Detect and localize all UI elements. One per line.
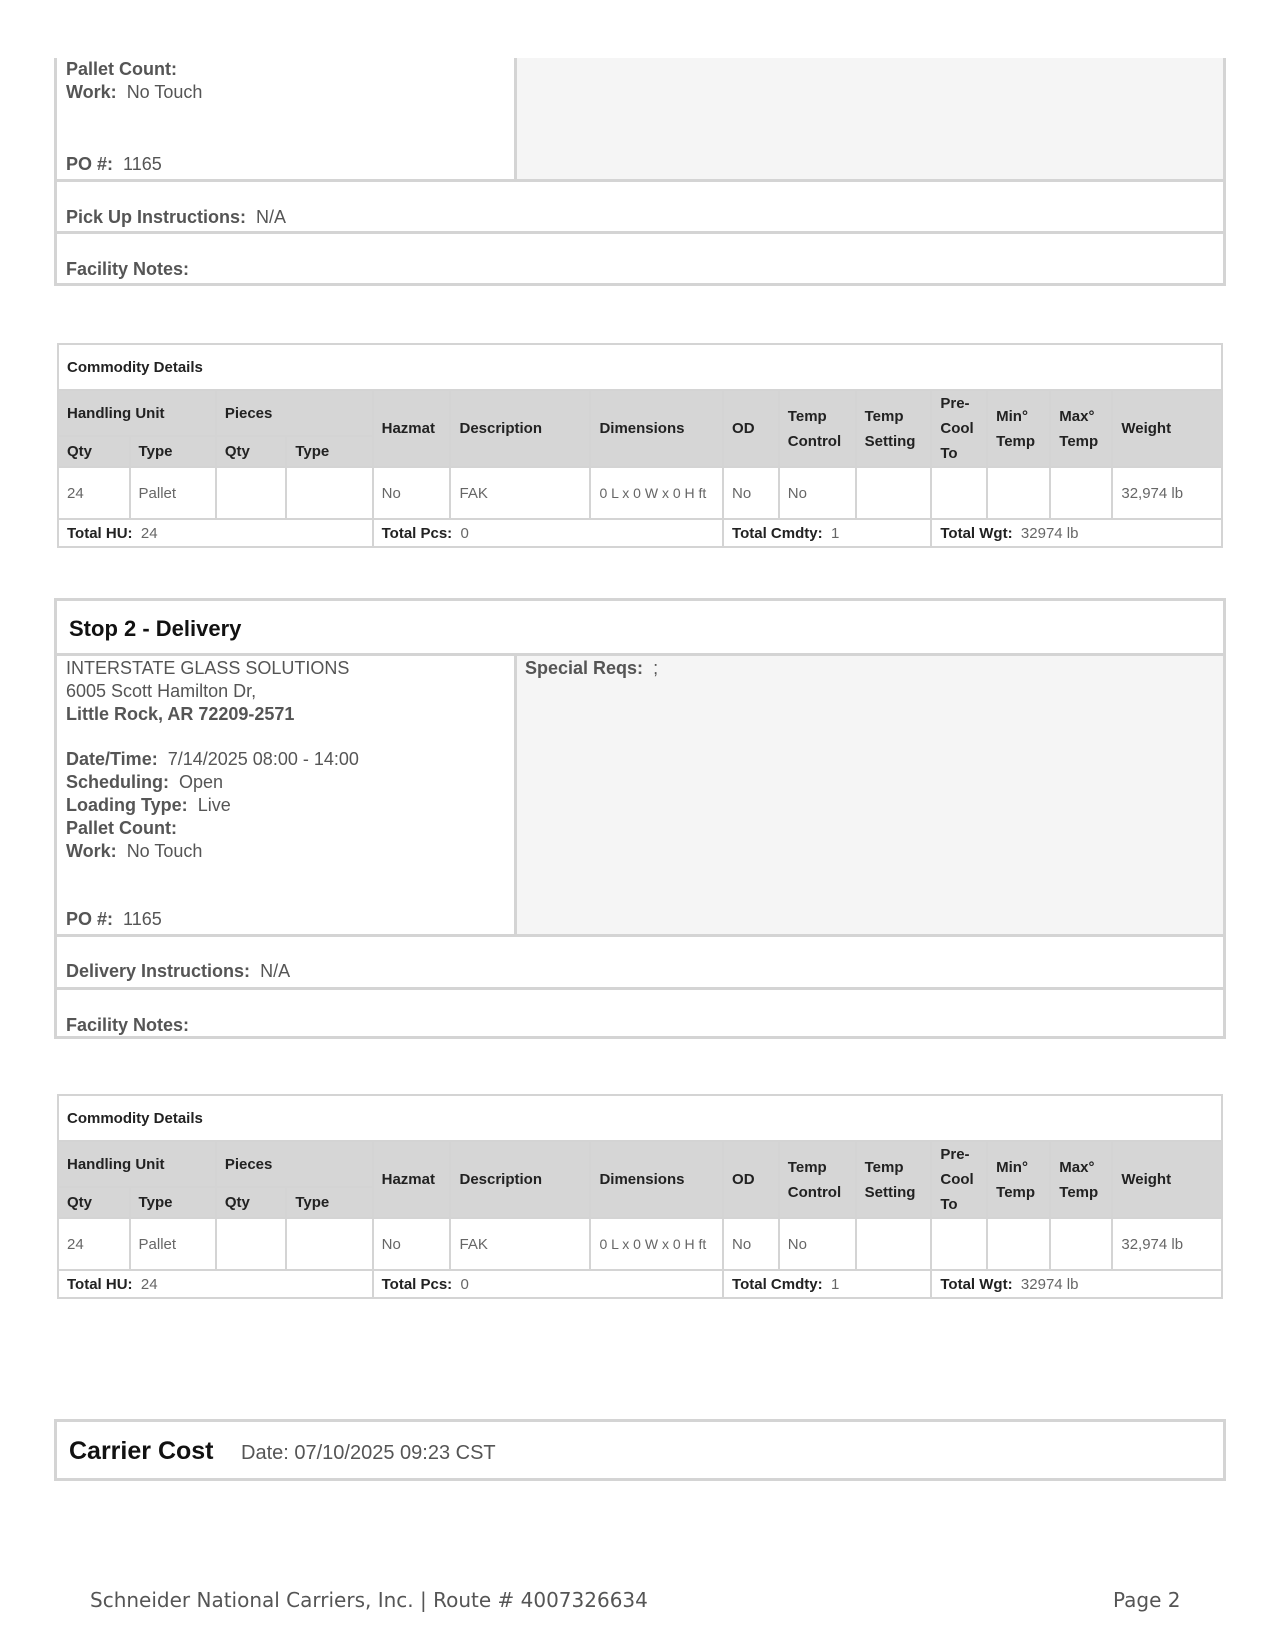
facility-notes-label: Facility Notes:	[66, 259, 190, 279]
stop2-work-value: No Touch	[126, 841, 203, 861]
scheduling-value: Open	[179, 772, 224, 792]
total-cmdty-value: 1	[830, 1275, 840, 1293]
scheduling-label: Scheduling:	[66, 772, 169, 792]
header-temp-setting: Temp Setting	[856, 390, 932, 467]
header-dimensions: Dimensions	[590, 390, 723, 467]
special-reqs-value: ;	[653, 658, 659, 678]
header-pc-qty: Qty	[216, 1187, 287, 1218]
header-description: Description	[450, 1141, 590, 1218]
header-pieces: Pieces	[216, 390, 373, 436]
header-pieces: Pieces	[216, 1141, 373, 1187]
total-pcs-label: Total Pcs:	[381, 1275, 453, 1293]
commodity-table-2	[57, 1094, 1223, 1299]
header-temp-setting: Temp Setting	[856, 1141, 932, 1218]
total-hu-value: 24	[140, 524, 158, 542]
stop2-po-value: 1165	[123, 909, 162, 929]
totals-row	[58, 519, 1222, 547]
header-hazmat: Hazmat	[373, 390, 451, 467]
cell-pc-qty	[216, 1218, 287, 1270]
special-reqs-label: Special Reqs:	[525, 658, 644, 678]
cell-temp-control: No	[779, 467, 856, 519]
cell-od: No	[723, 467, 779, 519]
footer-route: Schneider National Carriers, Inc. | Route # 4007326634	[90, 1588, 648, 1612]
cell-hu-qty: 24	[58, 1218, 130, 1270]
cell-hu-qty: 24	[58, 467, 130, 519]
po-label: PO #:	[66, 154, 114, 174]
header-pc-type: Type	[286, 436, 372, 467]
cell-weight: 32,974 lb	[1112, 1218, 1222, 1270]
carrier-cost-title: Carrier Cost	[69, 1437, 214, 1465]
stop2-city-state-zip: Little Rock, AR 72209-2571	[66, 704, 295, 724]
total-pcs-value: 0	[460, 524, 469, 542]
facility-notes-row	[57, 231, 1223, 286]
cell-description: FAK	[450, 1218, 590, 1270]
cell-max-temp	[1050, 467, 1112, 519]
total-wgt-label: Total Wgt:	[940, 524, 1013, 542]
cell-description: FAK	[450, 467, 590, 519]
stop2-street: 6005 Scott Hamilton Dr,	[66, 681, 257, 701]
total-hu-value: 24	[140, 1275, 158, 1293]
stop2-facility-notes-row	[57, 987, 1223, 1042]
pickup-instructions-value: N/A	[256, 207, 287, 227]
table-row	[58, 467, 1222, 519]
header-hu-type: Type	[130, 1187, 216, 1218]
total-wgt-value: 32974 lb	[1020, 1275, 1079, 1293]
pallet-count-label: Pallet Count:	[66, 59, 177, 79]
loading-type-label: Loading Type:	[66, 795, 188, 815]
totals-row	[58, 1270, 1222, 1298]
stop2-facility-notes-label: Facility Notes:	[66, 1015, 190, 1035]
cell-pre-cool	[931, 1218, 987, 1270]
stop1-details	[57, 58, 517, 179]
cell-hu-type: Pallet	[130, 467, 216, 519]
stop1-section	[54, 58, 1226, 286]
cell-weight: 32,974 lb	[1112, 467, 1222, 519]
commodity-title: Commodity Details	[58, 1095, 1222, 1141]
delivery-instructions-value: N/A	[260, 961, 291, 981]
header-min-temp: Min° Temp	[987, 390, 1050, 467]
carrier-cost-section	[54, 1419, 1226, 1481]
work-label: Work:	[66, 82, 117, 102]
header-od: OD	[723, 1141, 779, 1218]
cell-dimensions: 0 L x 0 W x 0 H ft	[590, 1218, 723, 1270]
pickup-instructions-label: Pick Up Instructions:	[66, 207, 247, 227]
total-cmdty-label: Total Cmdty:	[732, 524, 823, 542]
delivery-instructions-label: Delivery Instructions:	[66, 961, 251, 981]
datetime-label: Date/Time:	[66, 749, 158, 769]
cell-pc-type	[286, 467, 372, 519]
header-handling-unit: Handling Unit	[58, 1141, 216, 1187]
commodity-title: Commodity Details	[58, 344, 1222, 390]
stop2-company: INTERSTATE GLASS SOLUTIONS	[66, 658, 350, 678]
header-dimensions: Dimensions	[590, 1141, 723, 1218]
cell-hazmat: No	[373, 467, 451, 519]
stop2-section	[54, 598, 1226, 1039]
stop2-title: Stop 2 - Delivery	[69, 616, 242, 641]
cell-temp-setting	[856, 467, 932, 519]
header-description: Description	[450, 390, 590, 467]
delivery-instructions-row	[57, 934, 1223, 987]
stop2-work-label: Work:	[66, 841, 117, 861]
header-pc-qty: Qty	[216, 436, 287, 467]
total-wgt-value: 32974 lb	[1020, 524, 1079, 542]
total-hu-label: Total HU:	[67, 524, 133, 542]
stop1-special-panel	[517, 58, 1223, 179]
cell-min-temp	[987, 467, 1050, 519]
header-hazmat: Hazmat	[373, 1141, 451, 1218]
cell-pc-type	[286, 1218, 372, 1270]
table-row	[58, 1218, 1222, 1270]
header-weight: Weight	[1112, 1141, 1222, 1218]
header-hu-qty: Qty	[58, 1187, 130, 1218]
cell-max-temp	[1050, 1218, 1112, 1270]
special-reqs-panel	[517, 656, 1223, 934]
stop2-pallet-count-label: Pallet Count:	[66, 818, 177, 838]
pickup-instructions-row	[57, 179, 1223, 231]
cell-hazmat: No	[373, 1218, 451, 1270]
header-min-temp: Min° Temp	[987, 1141, 1050, 1218]
header-temp-control: Temp Control	[779, 390, 856, 467]
cell-temp-control: No	[779, 1218, 856, 1270]
header-hu-type: Type	[130, 436, 216, 467]
footer-page-number: Page 2	[1113, 1588, 1181, 1612]
datetime-value: 7/14/2025 08:00 - 14:00	[167, 749, 359, 769]
stop2-po-label: PO #:	[66, 909, 114, 929]
header-pre-cool: Pre-Cool To	[931, 390, 987, 467]
work-value: No Touch	[126, 82, 203, 102]
header-handling-unit: Handling Unit	[58, 390, 216, 436]
header-pc-type: Type	[286, 1187, 372, 1218]
total-cmdty-label: Total Cmdty:	[732, 1275, 823, 1293]
header-max-temp: Max° Temp	[1050, 390, 1112, 467]
cell-pc-qty	[216, 467, 287, 519]
header-temp-control: Temp Control	[779, 1141, 856, 1218]
header-od: OD	[723, 390, 779, 467]
cell-min-temp	[987, 1218, 1050, 1270]
commodity-table-1	[57, 343, 1223, 548]
total-pcs-value: 0	[460, 1275, 469, 1293]
cell-dimensions: 0 L x 0 W x 0 H ft	[590, 467, 723, 519]
header-pre-cool: Pre-Cool To	[931, 1141, 987, 1218]
carrier-cost-date: Date: 07/10/2025 09:23 CST	[241, 1442, 496, 1464]
cell-pre-cool	[931, 467, 987, 519]
total-pcs-label: Total Pcs:	[381, 524, 453, 542]
cell-od: No	[723, 1218, 779, 1270]
stop2-details	[57, 656, 517, 934]
total-hu-label: Total HU:	[67, 1275, 133, 1293]
header-max-temp: Max° Temp	[1050, 1141, 1112, 1218]
header-weight: Weight	[1112, 390, 1222, 467]
cell-hu-type: Pallet	[130, 1218, 216, 1270]
header-hu-qty: Qty	[58, 436, 130, 467]
loading-type-value: Live	[197, 795, 231, 815]
total-cmdty-value: 1	[830, 524, 840, 542]
total-wgt-label: Total Wgt:	[940, 1275, 1013, 1293]
po-value: 1165	[123, 154, 162, 174]
cell-temp-setting	[856, 1218, 932, 1270]
